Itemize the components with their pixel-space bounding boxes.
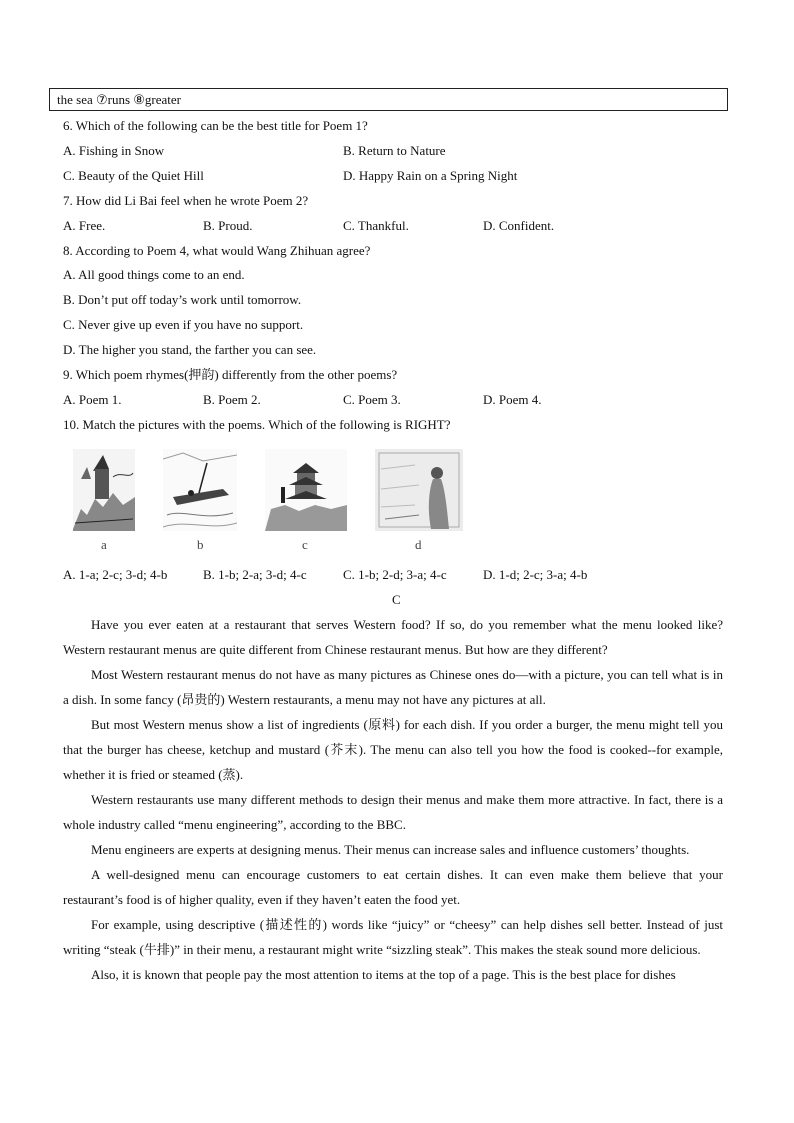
picture-c	[265, 449, 347, 531]
question-9-option-b: B. Poem 2.	[203, 392, 261, 407]
answer-fragment-box	[49, 88, 728, 111]
question-7-option-b: B. Proud.	[203, 218, 253, 233]
question-8-option-c: C. Never give up even if you have no support.	[63, 317, 304, 332]
question-9-option-a: A. Poem 1.	[63, 392, 122, 407]
question-6-option-c: C. Beauty of the Quiet Hill	[63, 168, 204, 183]
question-10-stem: 10. Match the pictures with the poems. Which of the following is RIGHT?	[63, 417, 451, 432]
picture-a	[73, 449, 135, 531]
question-8-option-b: B. Don’t put off today’s work until tomorrow.	[63, 292, 302, 307]
passage-paragraph: Most Western restaurant menus do not have as many pictures as Chinese ones do—with a picture, you can tell what is in a dish. In some fancy (昂贵的) Western restaurants, a menu may not have any pictures at all.	[63, 667, 723, 707]
question-7-option-d: D. Confident.	[483, 218, 555, 233]
picture-label-b: b	[197, 537, 204, 552]
passage-paragraph: Have you ever eaten at a restaurant that serves Western food? If so, do you remember what the menu looked like? Western restaurant menus are quite different from Chinese restaurant menus. But how are they different?	[63, 617, 723, 657]
picture-label-c: c	[302, 537, 308, 552]
picture-label-a: a	[101, 537, 107, 552]
passage-paragraph: Western restaurants use many different methods to design their menus and make them more attractive. In fact, there is a whole industry called “menu engineering”, according to the BBC.	[63, 792, 723, 832]
question-10-option-b: B. 1-b; 2-a; 3-d; 4-c	[203, 567, 307, 582]
question-9-option-d: D. Poem 4.	[483, 392, 542, 407]
question-7-stem: 7. How did Li Bai feel when he wrote Poem 2?	[63, 193, 309, 208]
question-9-option-c: C. Poem 3.	[343, 392, 401, 407]
question-10-option-a: A. 1-a; 2-c; 3-d; 4-b	[63, 567, 168, 582]
picture-b	[163, 449, 237, 531]
question-8-stem: 8. According to Poem 4, what would Wang Zhihuan agree?	[63, 243, 371, 258]
question-8-option-d: D. The higher you stand, the farther you can see.	[63, 342, 317, 357]
section-title: C	[392, 592, 401, 607]
passage-paragraph: But most Western menus show a list of ingredients (原料) for each dish. If you order a burger, the menu might tell you that the burger has cheese, ketchup and mustard (芥末). The menu can also tell you how the food is cooked--for example, whether it is fried or steamed (蒸).	[63, 717, 723, 782]
question-9-stem: 9. Which poem rhymes(押韵) differently from the other poems?	[63, 367, 398, 382]
reading-passage	[63, 612, 723, 987]
passage-paragraph: Menu engineers are experts at designing menus. Their menus can increase sales and influence customers’ thoughts.	[91, 842, 690, 857]
question-7-option-a: A. Free.	[63, 218, 106, 233]
question-7-option-c: C. Thankful.	[343, 218, 409, 233]
passage-paragraph: A well-designed menu can encourage customers to eat certain dishes. It can even make them believe that your restaurant’s food is of higher quality, even if they haven’t eaten the food yet.	[63, 867, 723, 907]
question-6-option-b: B. Return to Nature	[343, 143, 446, 158]
question-8-option-a: A. All good things come to an end.	[63, 267, 245, 282]
question-10-option-c: C. 1-b; 2-d; 3-a; 4-c	[343, 567, 447, 582]
picture-d	[375, 449, 463, 531]
passage-paragraph: For example, using descriptive (描述性的) words like “juicy” or “cheesy” can help dishes sell better. Instead of just writing “steak (牛排)” in their menu, a restaurant might write “sizzling steak”. This makes the steak sound more delicious.	[63, 917, 723, 957]
answer-fragment-text: the sea ⑦runs ⑧greater	[57, 92, 182, 107]
question-10-option-d: D. 1-d; 2-c; 3-a; 4-b	[483, 567, 588, 582]
passage-paragraph: Also, it is known that people pay the most attention to items at the top of a page. This is the best place for dishes	[91, 967, 676, 982]
picture-label-d: d	[415, 537, 422, 552]
question-6-option-a: A. Fishing in Snow	[63, 143, 165, 158]
question-6-option-d: D. Happy Rain on a Spring Night	[343, 168, 518, 183]
question-6-stem: 6. Which of the following can be the best title for Poem 1?	[63, 118, 368, 133]
